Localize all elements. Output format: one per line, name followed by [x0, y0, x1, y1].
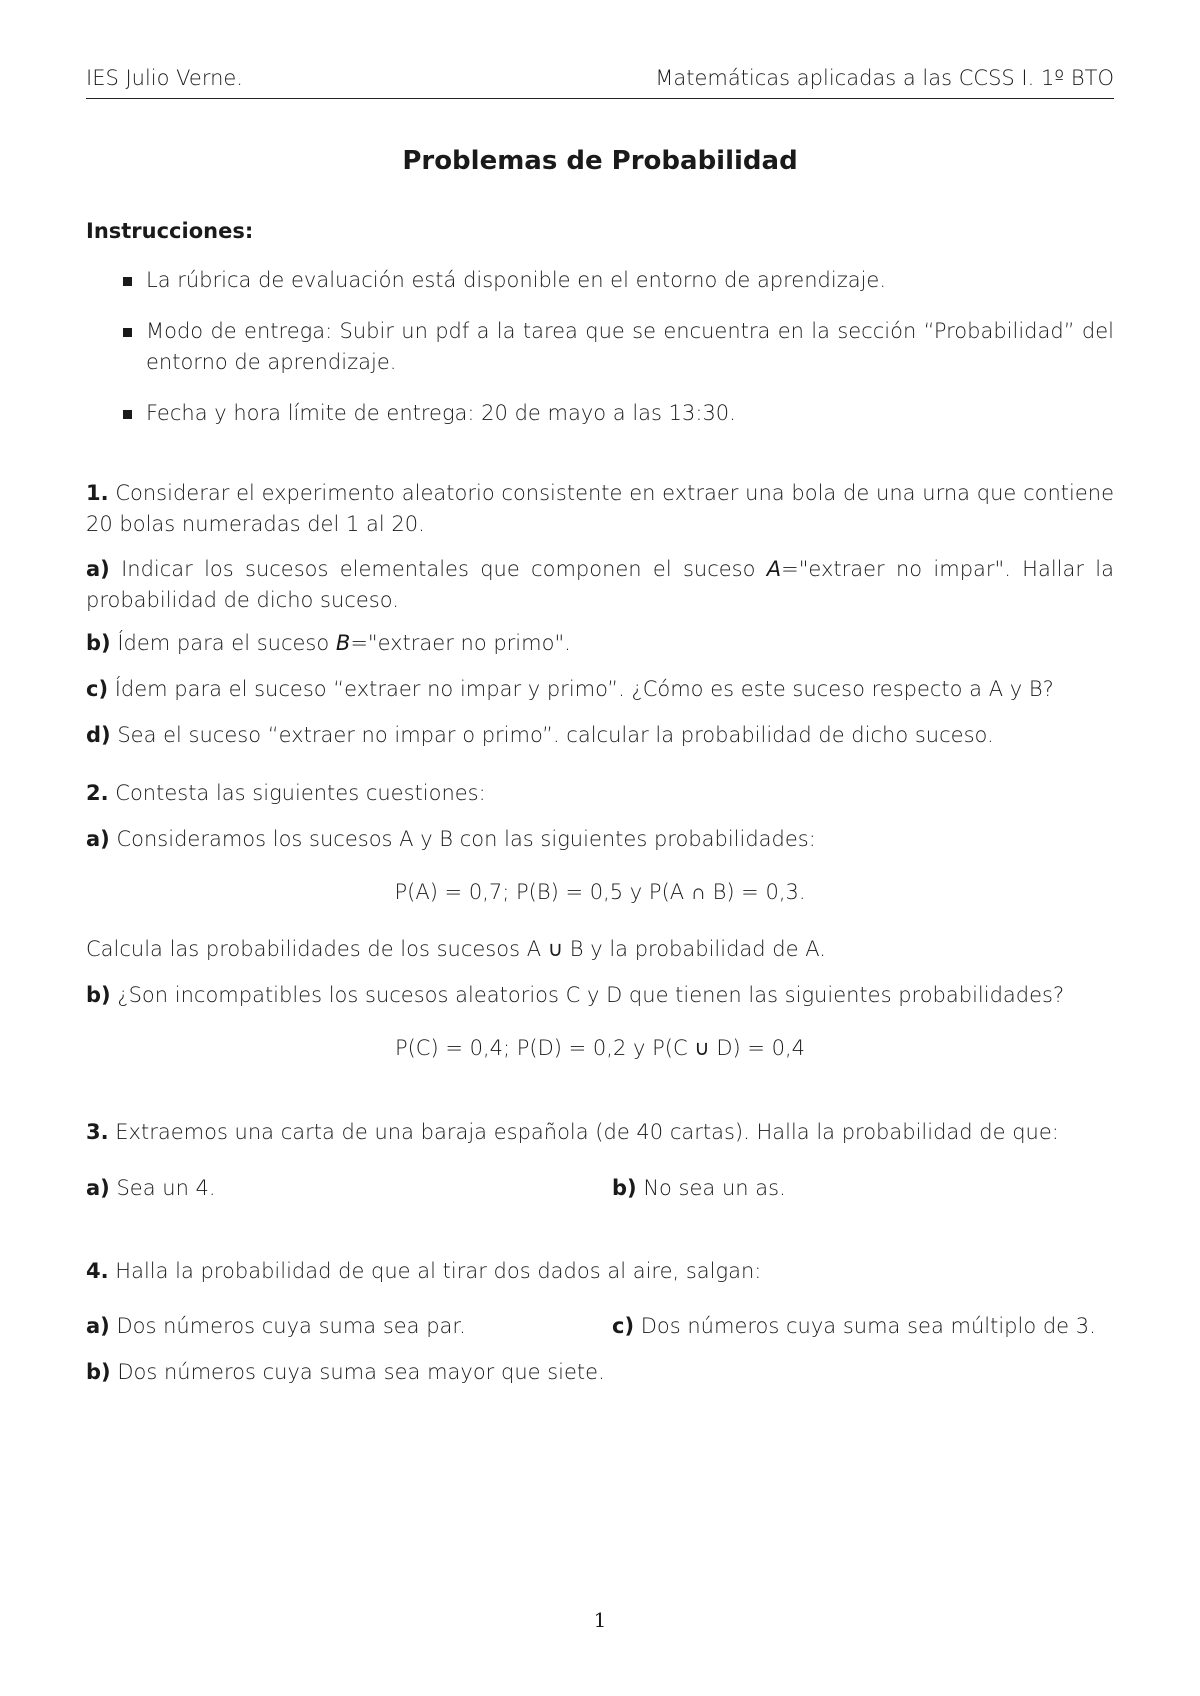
problem-1-d	[86, 720, 1114, 751]
item-text: Sea un 4.	[116, 1176, 216, 1200]
item-text: Sea el suceso “extraer no impar o primo”. calcular la probabilidad de dicho suceso.	[117, 723, 994, 747]
item-text: Dos números cuya suma sea múltiplo de 3.	[640, 1314, 1096, 1338]
item-text: ="extraer no primo".	[350, 631, 571, 655]
bullet-icon	[121, 408, 135, 422]
problem-3	[86, 1117, 1114, 1148]
problem-3-b	[612, 1173, 1112, 1204]
problem-4-b	[86, 1357, 1114, 1388]
problem-1	[86, 478, 1114, 540]
bullet-icon	[121, 275, 135, 289]
item-label: b)	[86, 1360, 111, 1384]
page-title: Problemas de Probabilidad	[402, 146, 798, 176]
problem-1-b	[86, 628, 1114, 659]
problem-4	[86, 1256, 1114, 1287]
problem-text: Extraemos una carta de una baraja española (de 40 cartas). Halla la probabilidad de que:	[115, 1120, 1059, 1144]
problem-number: 4.	[86, 1259, 109, 1283]
problem-2-a-question: Calcula las probabilidades de los sucesos A ∪ B y la probabilidad de A.	[86, 937, 826, 961]
problem-number: 1.	[86, 481, 109, 505]
item-text: Consideramos los sucesos A y B con las siguientes probabilidades:	[116, 827, 816, 851]
problem-3-a	[86, 1173, 586, 1204]
item-label: a)	[86, 1314, 110, 1338]
instruction-item: Modo de entrega: Subir un pdf a la tarea que se encuentra en la sección “Probabilidad” del entorno de aprendizaje.	[146, 319, 1114, 374]
math-var: B	[335, 631, 351, 655]
item-label: b)	[86, 983, 111, 1007]
problem-number: 3.	[86, 1120, 109, 1144]
item-text: Indicar los sucesos elementales que componen el suceso	[121, 557, 767, 581]
item-text: No sea un as.	[643, 1176, 786, 1200]
header-course: Matemáticas aplicadas a las CCSS I. 1º BTO	[655, 66, 1114, 90]
item-label: c)	[86, 677, 109, 701]
item-label: d)	[86, 723, 111, 747]
math-var: A	[766, 557, 782, 581]
item-label: a)	[86, 1176, 110, 1200]
item-label: b)	[612, 1176, 637, 1200]
problem-text: Halla la probabilidad de que al tirar dos dados al aire, salgan:	[115, 1259, 762, 1283]
item-text: Dos números cuya suma sea mayor que siete.	[117, 1360, 605, 1384]
page-number: 1	[593, 1608, 607, 1632]
instruction-item: La rúbrica de evaluación está disponible en el entorno de aprendizaje.	[146, 268, 887, 292]
instruction-item: Fecha y hora límite de entrega: 20 de mayo a las 13:30.	[146, 401, 736, 425]
item-text: ="extraer no impar". Hallar la probabilidad de dicho suceso.	[86, 557, 1114, 612]
problem-text: Contesta las siguientes cuestiones:	[115, 781, 486, 805]
item-label: c)	[612, 1314, 635, 1338]
problem-1-c	[86, 674, 1114, 705]
problem-text: Considerar el experimento aleatorio consistente en extraer una bola de una urna que contiene 20 bolas numeradas del 1 al 20.	[86, 481, 1114, 536]
item-label: a)	[86, 557, 110, 581]
item-text: Ídem para el suceso	[117, 631, 336, 655]
problem-number: 2.	[86, 781, 109, 805]
problem-4-a	[86, 1311, 586, 1342]
problem-2	[86, 778, 1114, 809]
instructions-label: Instrucciones:	[86, 219, 254, 243]
item-label: a)	[86, 827, 110, 851]
header-school: IES Julio Verne.	[86, 66, 243, 90]
item-label: b)	[86, 631, 111, 655]
item-text: Dos números cuya suma sea par.	[116, 1314, 466, 1338]
bullet-icon	[121, 326, 135, 340]
header-rule	[86, 98, 1114, 99]
problem-4-c	[612, 1311, 1112, 1342]
equation-2b: P(C) = 0,4; P(D) = 0,2 y P(C ∪ D) = 0,4	[394, 1036, 806, 1060]
problem-2-b	[86, 980, 1114, 1011]
equation-2a: P(A) = 0,7; P(B) = 0,5 y P(A ∩ B) = 0,3.	[394, 880, 806, 904]
item-text: Ídem para el suceso “extraer no impar y primo”. ¿Cómo es este suceso respecto a A y B?	[114, 677, 1054, 701]
problem-2-a	[86, 824, 1114, 855]
problem-1-a	[86, 554, 1114, 616]
item-text: ¿Son incompatibles los sucesos aleatorios C y D que tienen las siguientes probabilidades?	[117, 983, 1065, 1007]
